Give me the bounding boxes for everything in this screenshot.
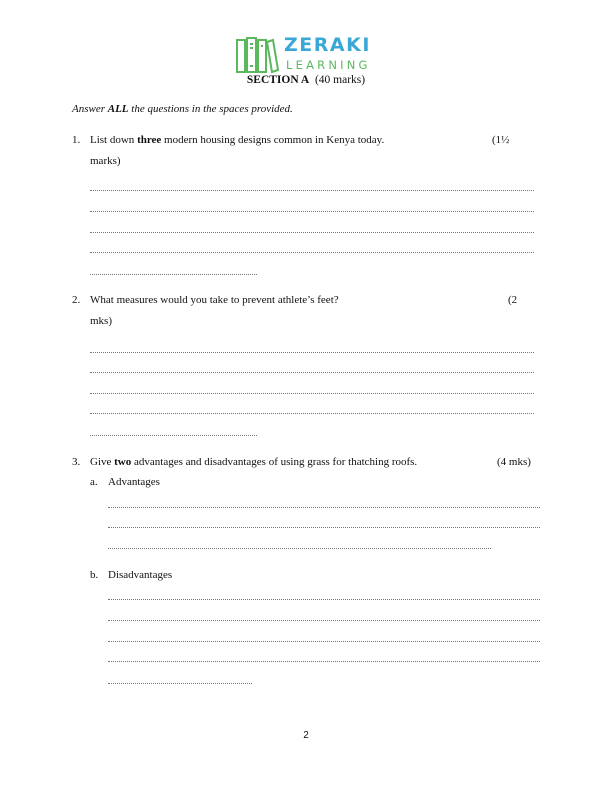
answer-line[interactable] — [108, 620, 540, 621]
section-title: SECTION A — [246, 74, 310, 86]
answer-line[interactable] — [90, 352, 534, 353]
brand-name: ZERAKI — [284, 34, 371, 56]
answer-line[interactable] — [90, 413, 534, 414]
question-marks-cont: marks) — [90, 155, 121, 167]
part-text: Advantages — [108, 476, 160, 488]
section-heading — [0, 74, 612, 86]
answer-line[interactable] — [108, 683, 252, 684]
brand-subtitle: LEARNING — [286, 58, 371, 72]
answer-line[interactable] — [90, 274, 257, 275]
question-marks: (4 mks) — [497, 456, 531, 468]
instructions-emphasis: ALL — [107, 103, 129, 115]
answer-line[interactable] — [108, 661, 540, 662]
question-number: 3. — [72, 456, 81, 468]
question-text: What measures would you take to prevent athlete’s feet? — [90, 294, 339, 306]
answer-line[interactable] — [108, 599, 540, 600]
answer-line[interactable] — [108, 507, 540, 508]
question-text: Give two advantages and disadvantages of using grass for thatching roofs. — [90, 456, 418, 468]
answer-line[interactable] — [90, 232, 534, 233]
instructions: Answer ALL the questions in the spaces provided. — [72, 103, 293, 115]
part-label: b. — [90, 569, 99, 581]
answer-line[interactable] — [90, 372, 534, 373]
question-marks: (1½ — [492, 134, 510, 146]
books-icon — [235, 36, 279, 74]
section-marks: (40 marks) — [314, 74, 366, 86]
answer-line[interactable] — [108, 641, 540, 642]
question-marks-cont: mks) — [90, 315, 112, 327]
answer-line[interactable] — [90, 211, 534, 212]
answer-line[interactable] — [90, 252, 534, 253]
part-label: a. — [90, 476, 98, 488]
part-text: Disadvantages — [108, 569, 173, 581]
answer-line[interactable] — [90, 435, 257, 436]
page-number: 2 — [303, 730, 309, 741]
answer-line[interactable] — [108, 527, 540, 528]
question-text: List down three modern housing designs common in Kenya today. — [90, 134, 385, 146]
answer-line[interactable] — [90, 393, 534, 394]
answer-line[interactable] — [108, 548, 491, 549]
question-number: 2. — [72, 294, 81, 306]
question-marks: (2 — [508, 294, 518, 306]
answer-line[interactable] — [90, 190, 534, 191]
question-number: 1. — [72, 134, 81, 146]
